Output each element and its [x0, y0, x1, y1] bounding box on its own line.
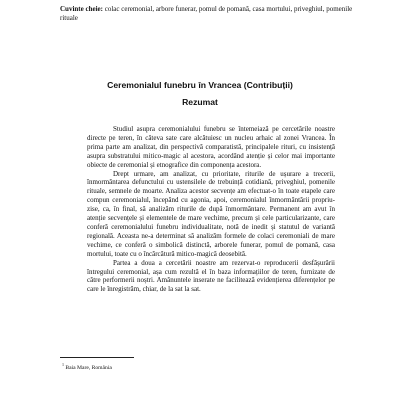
paragraph: Partea a doua a cercetării noastre am rezervat-o reproducerii desfășurării întregului ceremonial, așa cum rezultă el în baza informațiilor de teren, furnizate de către performerii noștri. Amănuntele inserate ne facilitează evidențierea diferențelor pe care le înregistrăm, chiar, de la sat la sat. — [87, 258, 335, 294]
abstract-heading: Rezumat — [182, 97, 218, 107]
footnote-text: Baia Mare, România — [65, 364, 112, 371]
keywords — [60, 5, 360, 23]
keywords-label: Cuvinte cheie: — [60, 5, 103, 13]
abstract-body — [87, 125, 335, 294]
paragraph: Drept urmare, am analizat, cu prioritate, riturile de ușurare a trecerii, înmormântarea defunctului cu ustensilele de trebuință cotidiană, priveghiul, pomenile rituale, semnele de moarte. Analiza acestor secvențe am efectuat-o în toate etapele care compun ceremonialul, începând cu agonia, apoi, ceremonialul înmormântării propriu-zise, ca, în final, să analizăm riturile de după înmormântare. Permanent am avut în atenție secvențele și elementele de mare vechime, precum și cele particularizante, care conferă ceremonialului funebru individualitate, notă de inedit și statutul de variantă regională. Aceasta ne-a determinat să analizăm formele de colaci ceremoniali de mare vechime, ce conferă o simbolică distinctă, arborele funerar, pomul de pomană, casa mortului, toate cu o încărcătură mitico-magică deosebită. — [87, 169, 335, 258]
footnote-divider — [60, 357, 134, 358]
article-title: Ceremonialul funebru în Vrancea (Contribuții) — [107, 80, 293, 90]
footnote — [62, 362, 112, 371]
keywords-text: colac ceremonial, arbore funerar, pomul de pomană, casa mortului, priveghiul, pomenile rituale — [60, 5, 353, 22]
footnote-mark: 1 — [62, 362, 64, 367]
paragraph: Studiul asupra ceremonialului funebru se întemeiază pe cercetările noastre directe pe teren, în câteva sate care alcătuiesc un nucleu arhaic al zonei Vrancea. În prima parte am analizat, din perspectivă comparatistă, principalele rituri, cu insistență asupra substratului mitico-magic al acestora, acordând atenție și celor mai importante obiecte de ceremonial și etnografice din componența acestora. — [87, 125, 335, 169]
